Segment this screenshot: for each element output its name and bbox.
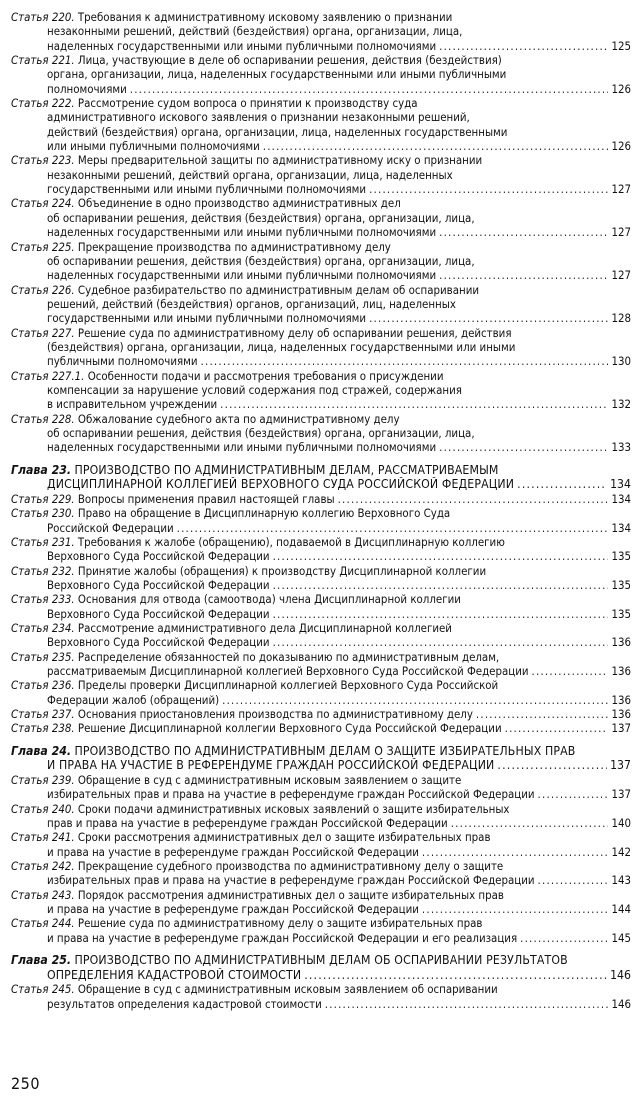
toc-article[interactable] [11,830,631,859]
entry-title-text: административного искового заявления о признании незаконными решений, [47,110,470,125]
article-label: Статья 232. [11,563,75,578]
entry-page-number: 134 [611,491,631,506]
toc-entry-line [11,240,631,254]
toc-article[interactable] [11,535,631,564]
toc-entry-last-line [11,440,631,454]
toc-entry-line [11,463,631,478]
entry-title-text: государственными или иными публичными полномочиями [47,311,367,326]
entry-page-number: 140 [611,815,631,830]
entry-title-text: Обращение в суд с административным исковым заявлением об оспаривании [77,982,498,997]
entry-title-text: Объединение в одно производство административных дел [77,196,401,211]
toc-article[interactable] [11,326,631,369]
entry-title-text: Особенности подачи и рассмотрения требования о присуждении [87,368,444,383]
dot-leader [338,492,609,506]
entry-title-text: Рассмотрение административного дела Дисциплинарной коллегией [77,620,452,635]
page-number: 250 [11,1074,40,1093]
article-label: Статья 224. [11,196,75,211]
entry-title-text: результатов определения кадастровой стоимости [47,996,322,1011]
entry-title-text: Порядок рассмотрения административных дел о защите избирательных прав [77,887,504,902]
article-label: Статья 245. [11,982,75,997]
toc-entry-last-line [11,492,631,506]
toc-entry-line [11,650,631,664]
entry-page-number: 136 [611,692,631,707]
entry-title-text: или иными публичными полномочиями [47,139,260,154]
article-label: Статья 233. [11,592,75,607]
article-label: Статья 242. [11,858,75,873]
toc-entry-line [11,592,631,606]
chapter-label: Глава 25. [11,953,71,967]
toc-article[interactable] [11,707,631,721]
toc-entry-line [11,53,631,67]
entry-title-text: компенсации за нарушение условий содержания под стражей, содержания [47,382,462,397]
dot-leader [439,440,608,454]
entry-page-number: 136 [611,707,631,721]
toc-article[interactable] [11,888,631,917]
entry-title-text: действий (бездействия) органа, организации, лица, наделенных государственными [47,124,508,139]
entry-title-text: и права на участие в референдуме граждан Российской Федерации и его реализация [47,930,518,945]
toc-article[interactable] [11,53,631,96]
article-label: Статья 241. [11,830,75,845]
toc-entry-last-line [11,931,631,945]
chapter-label: Глава 23. [11,462,71,477]
dot-leader [517,477,607,492]
dot-leader [439,268,608,282]
entry-title-text: Лица, участвующие в деле об оспаривании решения, действия (бездействия) [77,53,502,68]
article-label: Статья 237. [11,707,75,721]
entry-title-text: ДИСЦИПЛИНАРНОЙ КОЛЛЕГИЕЙ ВЕРХОВНОГО СУДА РОССИЙСКОЙ ФЕДЕРАЦИИ [47,477,515,492]
entry-page-number: 144 [611,901,631,916]
entry-title-text: в исправительном учреждении [47,397,218,412]
toc-entry-line [11,888,631,902]
article-label: Статья 222. [11,96,75,111]
toc-entry-last-line [11,902,631,916]
toc-entry-last-line [11,873,631,887]
toc-article[interactable] [11,96,631,153]
toc-entry-last-line [11,845,631,859]
toc-entry-line [11,678,631,692]
entry-title-text: Решение суда по административному делу об оспаривании решения, действия [77,325,512,340]
toc-entry-last-line [11,354,631,368]
toc-entry-line [11,506,631,520]
toc-article[interactable] [11,982,631,1011]
entry-title-text: публичными полномочиями [47,354,198,369]
toc-entry-line [11,254,631,268]
toc-entry-line [11,621,631,635]
entry-title-text: наделенных государственными или иными публичными полномочиями [47,440,437,455]
toc-entry-last-line [11,707,631,721]
toc-entry-last-line [11,635,631,649]
article-label: Статья 227.1. [11,368,85,383]
entry-page-number: 125 [611,38,631,53]
entry-title-text: рассматриваемым Дисциплинарной коллегией Верховного Суда Российской Федерации [47,663,529,678]
table-of-contents [11,10,631,1011]
toc-article[interactable] [11,564,631,593]
toc-article[interactable] [11,283,631,326]
entry-title-text: ПРОИЗВОДСТВО ПО АДМИНИСТРАТИВНЫМ ДЕЛАМ О ЗАЩИТЕ ИЗБИРАТЕЛЬНЫХ ПРАВ [74,743,576,758]
toc-entry-line [11,369,631,383]
entry-page-number: 133 [611,440,631,455]
toc-entry-last-line [11,311,631,325]
entry-title-text: И ПРАВА НА УЧАСТИЕ В РЕФЕРЕНДУМЕ ГРАЖДАН РОССИЙСКОЙ ФЕДЕРАЦИИ [47,758,495,773]
entry-page-number: 136 [611,663,631,678]
toc-article[interactable] [11,369,631,412]
entry-page-number: 146 [610,967,631,982]
dot-leader [273,607,609,621]
entry-title-text: Основания для отвода (самоотвода) члена Дисциплинарной коллегии [77,592,461,607]
entry-title-text: и права на участие в референдуме граждан Российской Федерации [47,844,419,859]
entry-title-text: Российской Федерации [47,520,174,535]
article-label: Статья 239. [11,772,75,787]
dot-leader [222,693,608,707]
entry-title-text: Федерации жалоб (обращений) [47,692,220,707]
toc-entry-last-line [11,477,631,492]
entry-title-text: Обращение в суд с административным исковым заявлением о защите [77,772,462,787]
toc-entry-last-line [11,39,631,53]
toc-entry-last-line [11,693,631,707]
entry-title-text: Рассмотрение судом вопроса о принятии к производству суда [77,96,418,111]
entry-title-text: об оспаривании решения, действия (бездействия) органа, организации, лица, [47,210,475,225]
toc-entry-last-line [11,268,631,282]
article-label: Статья 235. [11,649,75,664]
entry-page-number: 135 [611,549,631,564]
toc-article[interactable] [11,621,631,650]
entry-title-text: избирательных прав и права на участие в референдуме граждан Российской Федерации [47,787,535,802]
entry-title-text: незаконными решений, действий (бездействия) органа, организации, лица, [47,24,463,39]
article-label: Статья 236. [11,678,75,693]
entry-page-number: 127 [611,182,631,197]
entry-title-text: Судебное разбирательство по административным делам об оспаривании [77,282,480,297]
entry-page-number: 127 [611,268,631,283]
entry-title-text: Сроки рассмотрения административных дел о защите избирательных прав [77,830,491,845]
article-label: Статья 243. [11,887,75,902]
article-label: Статья 227. [11,325,75,340]
entry-title-text: Пределы проверки Дисциплинарной коллегией Верховного Суда Российской [77,678,499,693]
dot-leader [273,578,609,592]
dot-leader [130,82,609,96]
entry-title-text: Требования к административному исковому заявлению о признании [77,10,453,24]
toc-entry-line [11,125,631,139]
entry-title-text: Требования к жалобе (обращению), подаваемой в Дисциплинарную коллегию [77,534,505,549]
dot-leader [532,664,609,678]
toc-article[interactable] [11,802,631,831]
dot-leader [497,758,607,773]
toc-entry-line [11,412,631,426]
toc-entry-last-line [11,968,631,983]
entry-page-number: 146 [611,996,631,1011]
article-label: Статья 244. [11,916,75,931]
dot-leader [505,721,609,735]
article-label: Статья 220. [11,10,75,24]
toc-entry-line [11,24,631,38]
toc-entry-line [11,744,631,759]
toc-entry-last-line [11,225,631,239]
entry-title-text: Прекращение судебного производства по административному делу о защите [77,858,504,873]
article-label: Статья 221. [11,53,75,68]
toc-article[interactable] [11,773,631,802]
article-label: Статья 230. [11,506,75,521]
entry-title-text: (бездействия) органа, организации, лица, наделенных государственными или иными [47,339,516,354]
entry-title-text: Вопросы применения правил настоящей главы [77,491,335,506]
dot-leader [520,931,608,945]
entry-title-text: ПРОИЗВОДСТВО ПО АДМИНИСТРАТИВНЫМ ДЕЛАМ ОБ ОСПАРИВАНИИ РЕЗУЛЬТАТОВ [74,953,568,967]
entry-page-number: 126 [611,139,631,154]
entry-title-text: Принятие жалобы (обращения) к производству Дисциплинарной коллегии [77,563,487,578]
entry-page-number: 127 [611,225,631,240]
toc-chapter[interactable] [11,744,631,773]
toc-entry-last-line [11,664,631,678]
entry-page-number: 137 [611,721,631,736]
entry-title-text: ПРОИЗВОДСТВО ПО АДМИНИСТРАТИВНЫМ ДЕЛАМ, РАССМАТРИВАЕМЫМ [74,462,499,477]
dot-leader [439,225,608,239]
entry-page-number: 134 [610,477,631,492]
toc-entry-last-line [11,578,631,592]
toc-entry-last-line [11,521,631,535]
chapter-label: Глава 24. [11,743,71,758]
toc-article[interactable] [11,492,631,506]
toc-entry-line [11,283,631,297]
article-label: Статья 234. [11,620,75,635]
entry-page-number: 134 [611,520,631,535]
toc-entry-line [11,982,631,996]
entry-title-text: незаконными решений, действий органа, организации, лица, наделенных [47,167,453,182]
entry-title-text: полномочиями [47,81,127,96]
article-label: Статья 225. [11,239,75,254]
toc-entry-last-line [11,758,631,773]
entry-page-number: 142 [611,844,631,859]
entry-title-text: Верховного Суда Российской Федерации [47,606,270,621]
dot-leader [273,549,609,563]
toc-entry-line [11,916,631,930]
entry-page-number: 137 [611,787,631,802]
article-label: Статья 223. [11,153,75,168]
toc-article[interactable] [11,592,631,621]
toc-article[interactable] [11,412,631,455]
entry-title-text: наделенных государственными или иными публичными полномочиями [47,38,437,53]
entry-page-number: 126 [611,81,631,96]
entry-title-text: решений, действий (бездействия) органов, организаций, лиц, наделенных [47,296,456,311]
toc-article[interactable] [11,859,631,888]
dot-leader [263,139,609,153]
entry-page-number: 128 [611,311,631,326]
entry-title-text: Сроки подачи административных исковых заявлений о защите избирательных [77,801,510,816]
toc-article[interactable] [11,916,631,945]
entry-title-text: Решение Дисциплинарной коллегии Верховного Суда Российской Федерации [77,721,502,736]
entry-title-text: Верховного Суда Российской Федерации [47,577,270,592]
article-label: Статья 240. [11,801,75,816]
toc-article[interactable] [11,196,631,239]
toc-chapter[interactable] [11,463,631,492]
toc-entry-last-line [11,549,631,563]
entry-page-number: 137 [610,758,631,773]
toc-article[interactable] [11,153,631,196]
entry-title-text: избирательных прав и права на участие в референдуме граждан Российской Федерации [47,873,535,888]
entry-page-number: 135 [611,606,631,621]
dot-leader [273,635,609,649]
toc-entry-line [11,773,631,787]
article-label: Статья 228. [11,411,75,426]
toc-entry-line [11,830,631,844]
toc-entry-line [11,859,631,873]
toc-entry-line [11,153,631,167]
entry-title-text: Верховного Суда Российской Федерации [47,549,270,564]
entry-title-text: Верховного Суда Российской Федерации [47,635,270,650]
toc-entry-line [11,96,631,110]
entry-page-number: 136 [611,635,631,650]
entry-title-text: Решение суда по административному делу о защите избирательных прав [77,916,483,931]
toc-article[interactable] [11,10,631,53]
toc-entry-last-line [11,82,631,96]
dot-leader [451,816,609,830]
toc-entry-line [11,297,631,311]
toc-entry-last-line [11,721,631,735]
entry-title-text: Меры предварительной защиты по административному иску о признании [77,153,483,168]
entry-title-text: Обжалование судебного акта по административному делу [77,411,400,426]
toc-entry-line [11,168,631,182]
toc-entry-line [11,426,631,440]
dot-leader [369,182,608,196]
entry-title-text: Основания приостановления производства по административному делу [77,707,473,721]
toc-entry-line [11,326,631,340]
entry-page-number: 130 [611,354,631,369]
entry-title-text: ОПРЕДЕЛЕНИЯ КАДАСТРОВОЙ СТОИМОСТИ [47,967,302,982]
entry-title-text: органа, организации, лица, наделенных государственными или иными публичными [47,67,507,82]
toc-article[interactable] [11,506,631,535]
toc-article[interactable] [11,650,631,679]
dot-leader [476,707,609,721]
toc-entry-last-line [11,816,631,830]
toc-entry-line [11,67,631,81]
toc-chapter[interactable] [11,953,631,982]
entry-title-text: Распределение обязанностей по доказыванию по административным делам, [77,649,500,664]
dot-leader [369,311,608,325]
toc-entry-line [11,10,631,24]
dot-leader [220,397,608,411]
entry-title-text: наделенных государственными или иными публичными полномочиями [47,268,437,283]
article-label: Статья 231. [11,534,75,549]
toc-entry-line [11,802,631,816]
entry-title-text: и права на участие в референдуме граждан Российской Федерации [47,901,419,916]
article-label: Статья 238. [11,721,75,736]
dot-leader [439,39,608,53]
entry-title-text: прав и права на участие в референдуме граждан Российской Федерации [47,815,448,830]
toc-entry-last-line [11,607,631,621]
toc-entry-last-line [11,397,631,411]
entry-title-text: Право на обращение в Дисциплинарную коллегию Верховного Суда [77,506,451,521]
toc-entry-line [11,383,631,397]
toc-entry-line [11,535,631,549]
entry-page-number: 143 [611,873,631,888]
toc-entry-last-line [11,182,631,196]
toc-entry-line [11,196,631,210]
dot-leader [325,997,609,1011]
dot-leader [538,787,609,801]
entry-title-text: об оспаривании решения, действия (бездействия) органа, организации, лица, [47,425,475,440]
toc-article[interactable] [11,240,631,283]
entry-page-number: 145 [611,930,631,945]
entry-title-text: об оспаривании решения, действия (бездействия) органа, организации, лица, [47,253,475,268]
toc-entry-line [11,211,631,225]
toc-article[interactable] [11,721,631,735]
toc-entry-last-line [11,997,631,1011]
toc-entry-line [11,953,631,968]
dot-leader [177,521,609,535]
toc-entry-last-line [11,139,631,153]
article-label: Статья 229. [11,491,75,506]
article-label: Статья 226. [11,282,75,297]
toc-entry-line [11,110,631,124]
toc-article[interactable] [11,678,631,707]
dot-leader [538,873,609,887]
entry-page-number: 132 [611,397,631,412]
toc-entry-line [11,340,631,354]
toc-entry-line [11,564,631,578]
dot-leader [304,968,607,983]
dot-leader [422,902,609,916]
entry-title-text: государственными или иными публичными полномочиями [47,182,367,197]
dot-leader [422,845,609,859]
entry-title-text: Прекращение производства по административному делу [77,239,391,254]
entry-title-text: наделенных государственными или иными публичными полномочиями [47,225,437,240]
entry-page-number: 135 [611,577,631,592]
dot-leader [201,354,609,368]
toc-entry-last-line [11,787,631,801]
